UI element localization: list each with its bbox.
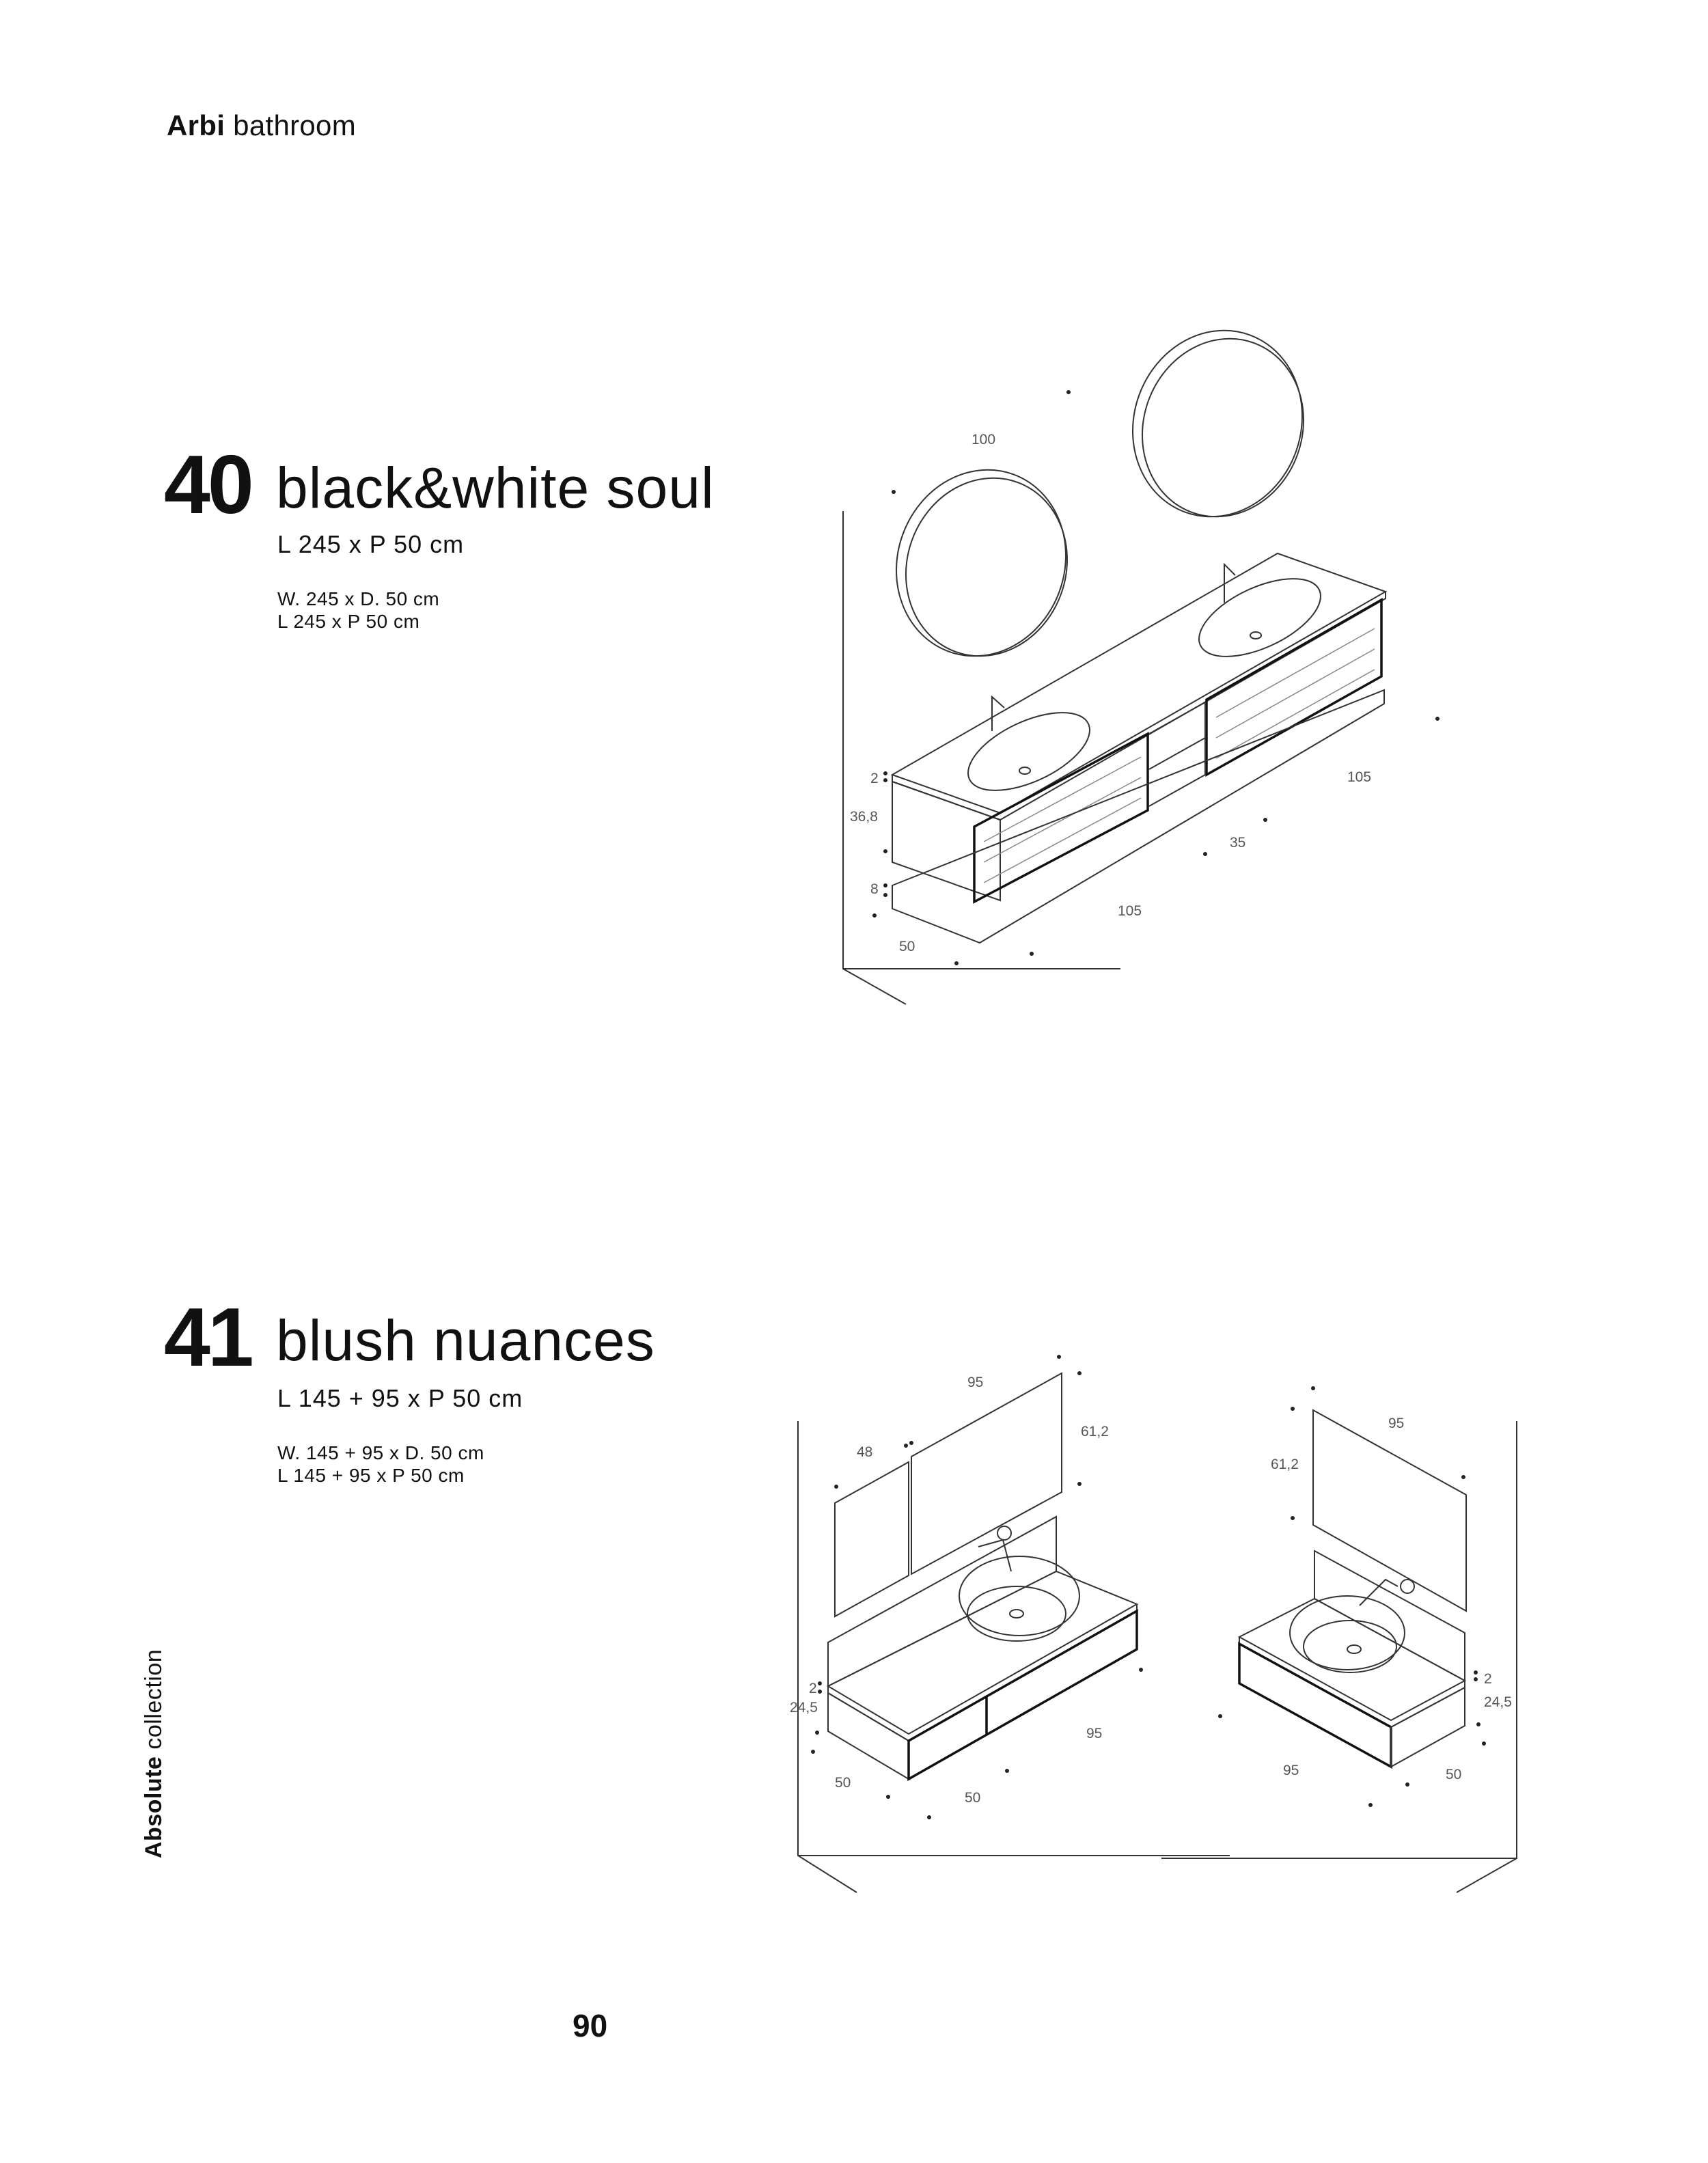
item-41-left-measure-height: 24,5	[790, 1700, 818, 1716]
brand-section: bathroom	[225, 109, 357, 141]
collection-label: collection	[141, 1649, 167, 1756]
item-40-measure-top: 2	[870, 771, 879, 786]
item-41-right-measure-mirror-height: 61,2	[1271, 1457, 1299, 1472]
item-41-right-measure-width: 95	[1283, 1763, 1299, 1778]
item-40-measure-depth: 50	[899, 939, 915, 954]
item-40-measure-right-width: 105	[1347, 769, 1372, 785]
item-41-left-measure-floor: 50	[965, 1790, 981, 1806]
item-41-title: blush nuances	[276, 1308, 655, 1373]
page-number: 90	[573, 2008, 608, 2043]
item-41-dimensions-en: W. 145 + 95 x D. 50 cm	[277, 1442, 484, 1463]
collection-name: Absolute	[141, 1756, 167, 1858]
item-41-left-measure-top: 2	[809, 1681, 817, 1696]
item-41-left-measure-width: 95	[1086, 1726, 1103, 1741]
item-40-measure-mirror: 100	[972, 432, 996, 447]
item-40-measure-left-width: 105	[1118, 903, 1142, 919]
item-40-dimensions-it: L 245 x P 50 cm	[277, 611, 420, 632]
item-41-dimensions-it: L 145 + 95 x P 50 cm	[277, 1465, 465, 1486]
item-41-number: 41	[164, 1291, 251, 1383]
item-40-number: 40	[164, 438, 251, 531]
item-40-measure-height: 36,8	[850, 809, 878, 825]
item-41-dimensions: L 145 + 95 x P 50 cm	[277, 1384, 523, 1412]
item-40-dimensions-en: W. 245 x D. 50 cm	[277, 588, 440, 609]
item-40-technical-drawing	[843, 307, 1440, 1004]
item-41-technical-drawing-left	[790, 1355, 1230, 1892]
item-41-left-measure-depth: 50	[835, 1775, 851, 1791]
item-41-left-measure-mirror-height: 61,2	[1081, 1424, 1109, 1439]
item-41-right-measure-depth: 50	[1446, 1767, 1462, 1782]
item-40-dimensions: L 245 x P 50 cm	[277, 530, 465, 558]
item-40-measure-plinth: 8	[870, 881, 879, 897]
item-41-left-measure-mirror-width: 95	[967, 1375, 984, 1390]
item-40-title: black&white soul	[276, 456, 715, 520]
item-41-technical-drawing-right	[1161, 1386, 1517, 1892]
item-41-right-measure-top: 2	[1484, 1671, 1492, 1687]
item-41-right-measure-mirror-width: 95	[1388, 1416, 1405, 1431]
item-40-measure-niche: 35	[1230, 835, 1246, 851]
brand-name: Arbi	[167, 109, 225, 141]
item-41-right-measure-height: 24,5	[1484, 1694, 1512, 1710]
item-41-left-measure-small-mirror: 48	[857, 1444, 873, 1460]
